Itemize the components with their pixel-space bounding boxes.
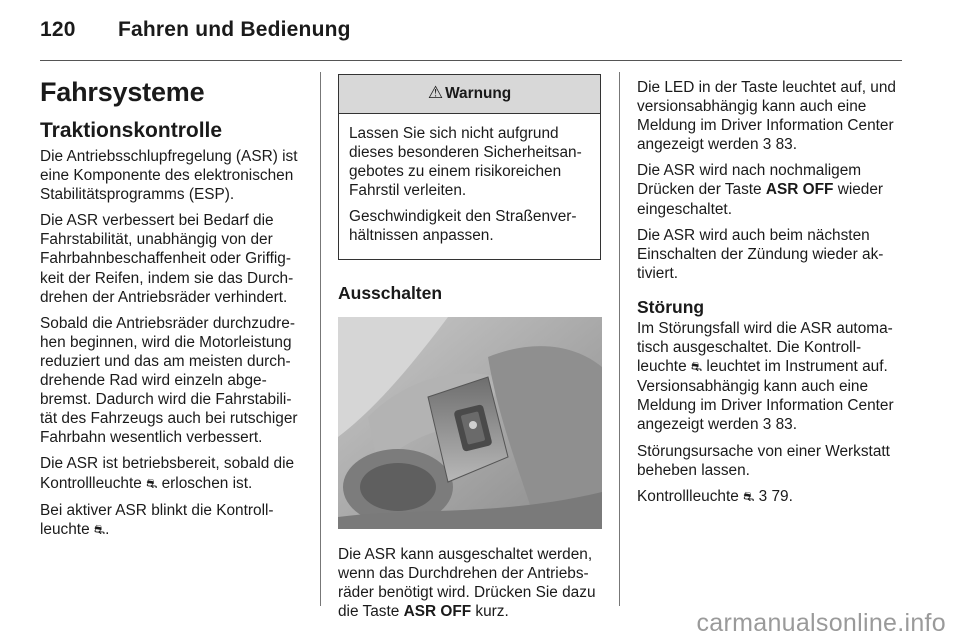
text: . [792, 136, 798, 154]
header-rule [40, 60, 902, 61]
button-name: ASR OFF [765, 181, 834, 199]
paragraph: Geschwindigkeit den Straßenverhältnissen anpassen. [349, 208, 577, 245]
column-left [40, 72, 302, 547]
column-divider [320, 72, 321, 606]
section-heading: Fahrsysteme [40, 77, 205, 107]
console-illustration [338, 317, 602, 529]
paragraph [637, 78, 905, 154]
warning-header [339, 75, 600, 114]
text: Kontrollleuchte [637, 487, 744, 505]
skid-car-icon: ⛐ [93, 522, 106, 538]
paragraph [338, 545, 602, 621]
text: erloschen ist. [157, 474, 253, 492]
chapter-title: Fahren und Bedienung [118, 18, 351, 41]
paragraph: Die ASR verbessert bei Bedarf die Fahrstabilität, unabhängig von der Fahrbahnbeschaffenheit oder Griffigkeit der Reifen, indem sie das Durchdrehen der Antriebsräder verhindert. [40, 212, 294, 306]
page-number: 120 [40, 18, 76, 41]
warning-title: Warnung [445, 85, 512, 103]
asr-button-photo [338, 317, 602, 529]
button-name: ASR OFF [403, 602, 472, 620]
paragraph: Die Antriebsschlupfregelung (ASR) ist eine Komponente des elektronischen Stabilitätsprogramms (ESP). [40, 148, 298, 204]
paragraph [637, 319, 905, 435]
text: . [792, 416, 798, 434]
paragraph [637, 487, 905, 507]
page-reference[interactable]: 3 83 [762, 136, 793, 154]
skid-car-icon: ⛐ [690, 360, 703, 376]
page-reference[interactable]: 3 79 [758, 487, 789, 505]
column-divider [619, 72, 620, 606]
paragraph [637, 161, 905, 218]
paragraph: Sobald die Antriebsräder durchzudrehen beginnen, wird die Motorleistung reduziert und das am meisten durchdrehende Rad wird einzeln abgebremst. Dadurch wird die Fahrstabilität des Fahrzeugs auch bei rutschiger Fahrbahn wesentlich verbessert. [40, 314, 298, 447]
text: wieder eingeschaltet. [637, 181, 884, 218]
paragraph [40, 501, 302, 540]
column-middle [338, 72, 602, 628]
page-reference[interactable]: 3 83 [762, 416, 793, 434]
warning-box [338, 74, 601, 260]
warning-body [339, 114, 600, 259]
paragraph: Die ASR wird auch beim nächsten Einschalten der Zündung wieder aktiviert. [637, 226, 884, 282]
skid-car-icon: ⛐ [743, 489, 755, 505]
subsection-heading: Ausschalten [338, 282, 443, 303]
page-header [40, 18, 351, 48]
text: . [105, 520, 110, 538]
subsection-heading: Traktionskontrolle [40, 119, 223, 142]
text: Die LED in der Taste leuchtet auf, und versionsabhängig kann auch eine Meldung im Driver Information Center angezeigt werden [637, 79, 896, 154]
warning-triangle-icon: ⚠ [427, 83, 444, 104]
paragraph [40, 454, 302, 493]
text: . [788, 487, 793, 505]
subsection-heading: Störung [637, 296, 705, 317]
text: Die ASR wird nach nochmaligem Drücken der Taste [637, 162, 862, 199]
text: kurz. [471, 602, 509, 620]
watermark: carmanualsonline.info [696, 609, 946, 637]
paragraph: Lassen Sie sich nicht aufgrund dieses besonderen Sicherheitsangebotes zu einem risikoreichen Fahrstil verleiten. [349, 125, 582, 200]
text: Im Störungsfall wird die ASR automatisch ausgeschaltet. Die Kontrollleuchte [637, 319, 893, 376]
paragraph: Störungsursache von einer Werkstatt beheben lassen. [637, 442, 890, 479]
text: leuchtet im Instrument auf. Versionsabhängig kann auch eine Meldung im Driver Information Center angezeigt werden [637, 358, 894, 434]
text: Die ASR kann ausgeschaltet werden, wenn das Durchdrehen der Antriebsräder benötigt wird. Drücken Sie dazu die Taste [338, 545, 596, 620]
text: Bei aktiver ASR blinkt die Kontrollleuchte [40, 501, 274, 538]
text: Die ASR ist betriebsbereit, sobald die Kontrollleuchte [40, 455, 295, 492]
column-right [637, 78, 905, 514]
skid-car-icon: ⛐ [146, 476, 158, 492]
